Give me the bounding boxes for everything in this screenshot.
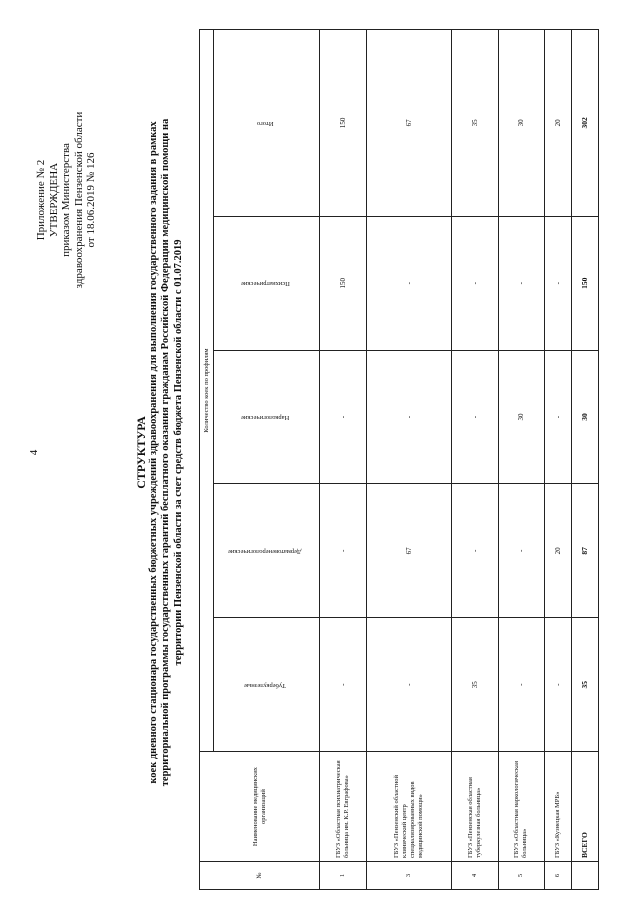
document-title: [135, 80, 185, 825]
header-profile: [214, 350, 320, 484]
row-value: 20: [545, 484, 572, 618]
row-value: -: [320, 618, 367, 752]
row-value: -: [545, 618, 572, 752]
approval-line: здравоохранения Пензенской области: [72, 111, 85, 289]
approval-line: Приложение № 2: [35, 159, 47, 241]
row-value: 20: [545, 30, 572, 217]
total-value: 302: [572, 30, 599, 217]
header-profile-label: Итого: [256, 119, 274, 127]
total-value: 87: [572, 484, 599, 618]
row-organization: ГБУЗ «Пензенская областная туберкулезная больница»: [452, 752, 499, 862]
row-value: -: [452, 216, 499, 350]
row-organization: ГБУЗ «Областная психиатрическая больница им. К.Р. Евграфова»: [320, 752, 367, 862]
row-value: -: [366, 216, 452, 350]
header-organization: Наименование медицинских организаций: [200, 752, 320, 862]
approval-line: приказом Министерства: [60, 143, 72, 257]
title-line: коек дневного стационара государственных бюджетных учреждений здравоохранения для выполнения государственного задания в рамках: [147, 121, 159, 784]
header-profile: [214, 216, 320, 350]
approval-line: от 18.06.2019 № 126: [85, 152, 97, 248]
table-row: [366, 30, 452, 890]
row-value: -: [320, 484, 367, 618]
approval-block: [35, 50, 98, 350]
beds-table: [199, 29, 599, 890]
row-value: -: [452, 484, 499, 618]
row-organization: ГБУЗ «Областная наркологическая больница»: [498, 752, 545, 862]
approval-line: УТВЕРЖДЕНА: [47, 162, 60, 238]
row-value: -: [545, 216, 572, 350]
total-value: 35: [572, 618, 599, 752]
table-row: [498, 30, 545, 890]
row-organization: ГБУЗ «Пензенский областной клинический центр специализированных видов медицинской помощи»: [366, 752, 452, 862]
row-organization: ГБУЗ «Кузнецкая МРБ»: [545, 752, 572, 862]
row-number: 3: [366, 862, 452, 890]
total-label: ВСЕГО: [572, 752, 599, 862]
row-value: 35: [452, 618, 499, 752]
row-value: -: [320, 350, 367, 484]
header-profile-label: Наркологические: [240, 414, 290, 422]
header-profile-label: Туберкулезные: [244, 681, 286, 689]
row-value: -: [498, 618, 545, 752]
row-value: 67: [366, 484, 452, 618]
row-value: -: [498, 484, 545, 618]
header-number: №: [200, 862, 320, 890]
page-number: 4: [28, 449, 40, 456]
row-number: 6: [545, 862, 572, 890]
title-line: территориальной программы государственных гарантий бесплатного оказания гражданам Российской Федерации медицинской помощи на: [160, 118, 171, 787]
table-row: [452, 30, 499, 890]
row-value: 150: [320, 216, 367, 350]
row-value: 30: [498, 30, 545, 217]
row-value: 150: [320, 30, 367, 217]
row-value: 30: [498, 350, 545, 484]
row-number: 1: [320, 862, 367, 890]
row-value: -: [366, 618, 452, 752]
row-value: 35: [452, 30, 499, 217]
row-value: -: [545, 350, 572, 484]
total-value: 150: [572, 216, 599, 350]
row-value: 67: [366, 30, 452, 217]
row-number: 4: [452, 862, 499, 890]
title-line: территории Пензенской области за счет средств бюджета Пензенской области с 01.07.2019: [172, 239, 184, 666]
table-row: [320, 30, 367, 890]
total-value: 30: [572, 350, 599, 484]
header-profile-label: Психиатрические: [240, 280, 290, 288]
header-profiles-group: Количество коек по профилям: [200, 30, 214, 752]
total-empty-cell: [572, 862, 599, 890]
total-row: [572, 30, 599, 890]
header-profile: [214, 30, 320, 217]
table-row: [545, 30, 572, 890]
row-value: -: [366, 350, 452, 484]
row-value: -: [498, 216, 545, 350]
header-profile: [214, 618, 320, 752]
title-heading: СТРУКТУРА: [134, 416, 148, 489]
row-number: 5: [498, 862, 545, 890]
header-profile-label: Дерматовенерологические: [228, 547, 302, 555]
header-profile: [214, 484, 320, 618]
row-value: -: [452, 350, 499, 484]
